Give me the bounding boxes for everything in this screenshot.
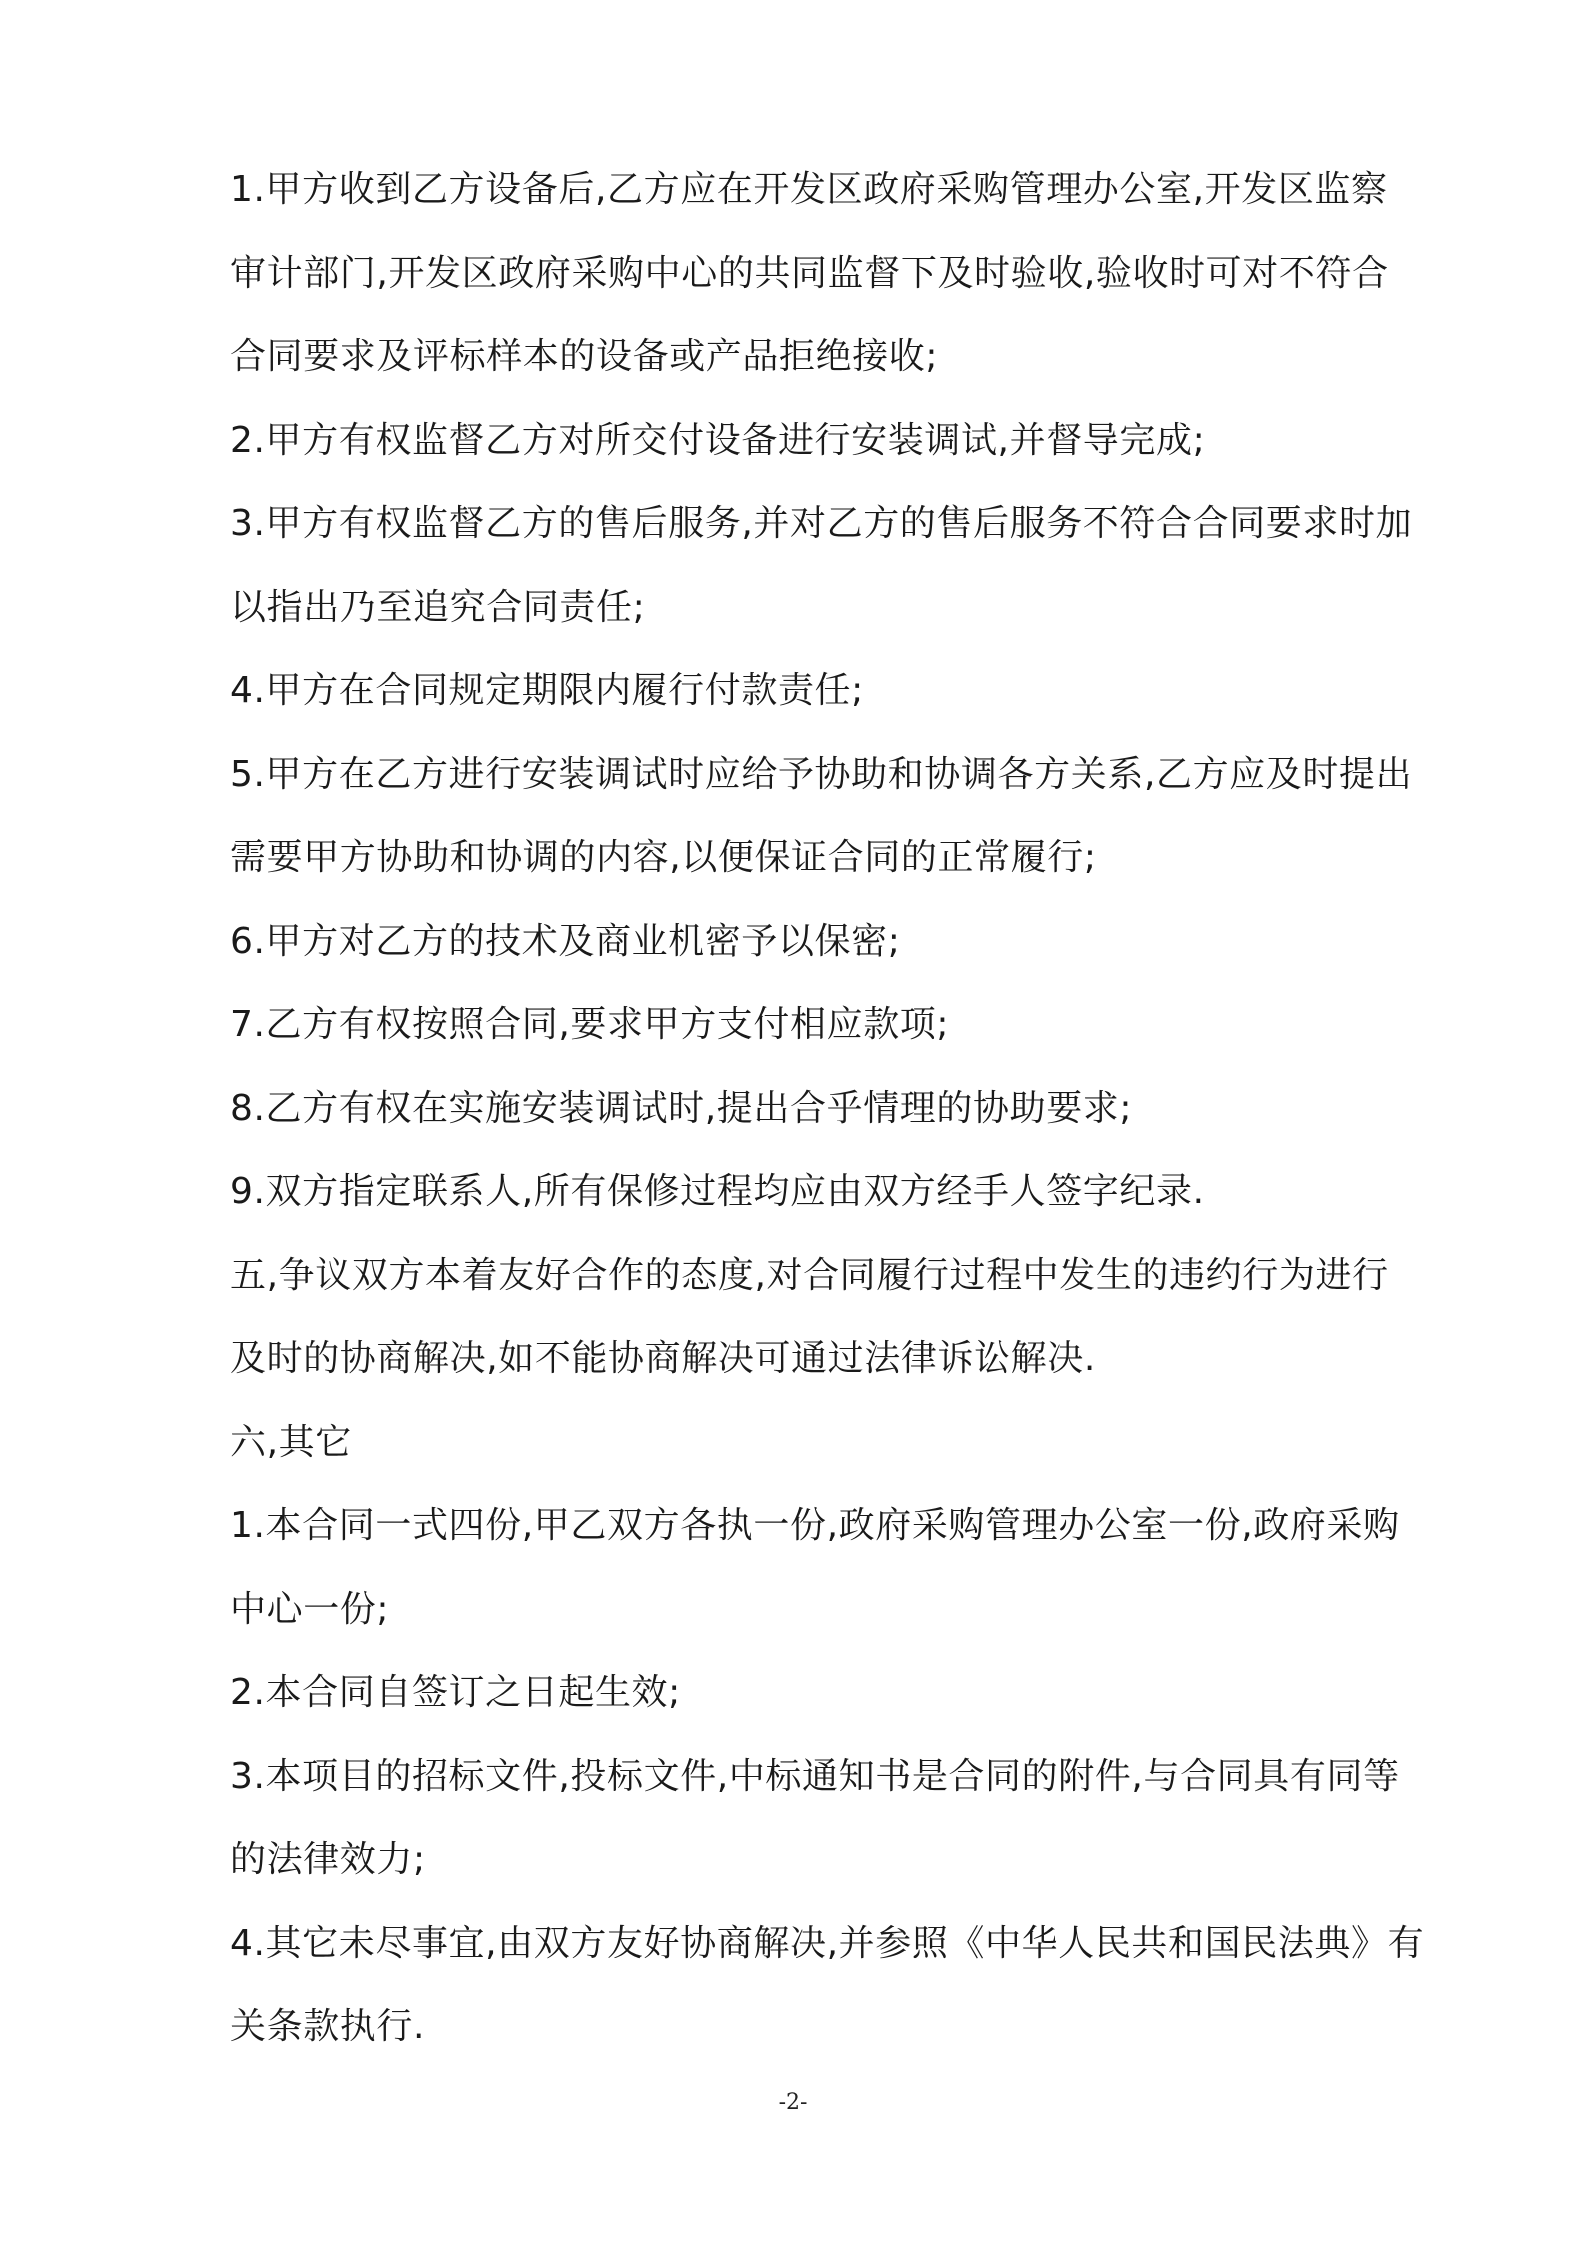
text-line: 2.甲方有权监督乙方对所交付设备进行安装调试,并督导完成; xyxy=(230,419,1206,461)
text-line: 5.甲方在乙方进行安装调试时应给予协助和协调各方关系,乙方应及时提出 xyxy=(230,753,1413,795)
text-line: 合同要求及评标样本的设备或产品拒绝接收; xyxy=(230,336,939,377)
text-line: 3.本项目的招标文件,投标文件,中标通知书是合同的附件,与合同具有同等 xyxy=(230,1755,1400,1797)
text-line: 7.乙方有权按照合同,要求甲方支付相应款项; xyxy=(230,1004,950,1045)
text-line: 9.双方指定联系人,所有保修过程均应由双方经手人签字纪录. xyxy=(230,1171,1205,1212)
text-line: 的法律效力; xyxy=(230,1839,426,1880)
contract-body xyxy=(230,148,1440,2069)
text-line: 3.甲方有权监督乙方的售后服务,并对乙方的售后服务不符合合同要求时加 xyxy=(230,503,1413,544)
text-line: 2.本合同自签订之日起生效; xyxy=(230,1672,681,1713)
text-line: 8.乙方有权在实施安装调试时,提出合乎情理的协助要求; xyxy=(230,1087,1133,1129)
text-line: 4.甲方在合同规定期限内履行付款责任; xyxy=(230,670,864,711)
text-line: 关条款执行. xyxy=(230,2006,426,2047)
text-line: 需要甲方协助和协调的内容,以便保证合同的正常履行; xyxy=(230,837,1097,878)
text-line: 以指出乃至追究合同责任; xyxy=(230,586,646,628)
page-number: -2- xyxy=(778,2090,808,2115)
text-line: 及时的协商解决,如不能协商解决可通过法律诉讼解决. xyxy=(230,1338,1096,1379)
text-line: 4.其它未尽事宜,由双方友好协商解决,并参照《中华人民共和国民法典》有 xyxy=(230,1922,1425,1964)
text-line: 6.甲方对乙方的技术及商业机密予以保密; xyxy=(230,920,901,962)
text-line: 中心一份; xyxy=(230,1588,390,1630)
section-heading: 六,其它 xyxy=(230,1421,352,1463)
section-heading-line: 五,争议双方本着友好合作的态度,对合同履行过程中发生的违约行为进行 xyxy=(230,1254,1389,1296)
text-line: 1.本合同一式四份,甲乙双方各执一份,政府采购管理办公室一份,政府采购 xyxy=(230,1505,1400,1546)
text-line: 1.甲方收到乙方设备后,乙方应在开发区政府采购管理办公室,开发区监察 xyxy=(230,169,1388,210)
text-line: 审计部门,开发区政府采购中心的共同监督下及时验收,验收时可对不符合 xyxy=(230,252,1389,294)
